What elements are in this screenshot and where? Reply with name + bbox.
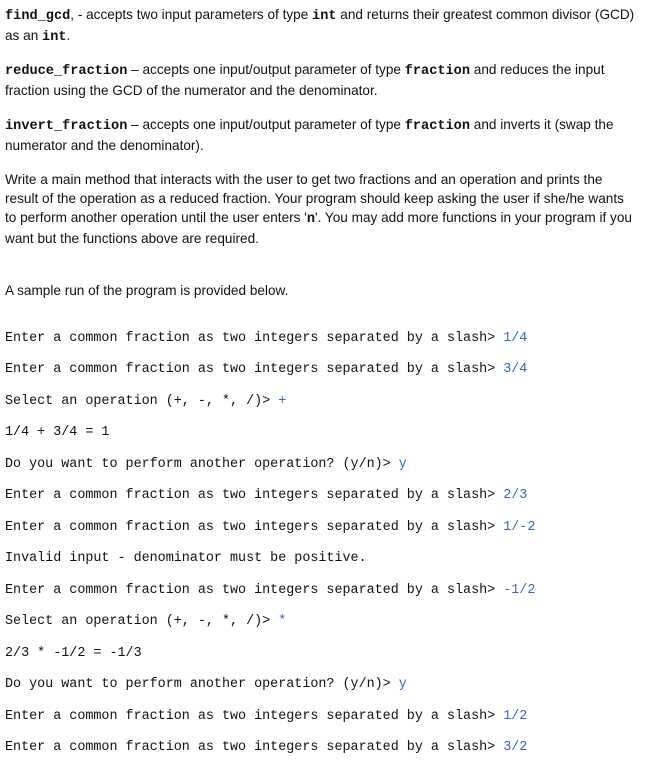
function-name: reduce_fraction [5, 64, 128, 79]
console-line [5, 394, 286, 410]
description-text: and reduces the input fraction using the GCD of the numerator and the denominator. [5, 62, 605, 98]
console-user-input: y [398, 677, 407, 692]
console-prompt: Do you want to perform another operation? (y/n)> [5, 457, 399, 472]
console-user-input: + [278, 394, 287, 409]
main-method-instructions [5, 170, 635, 248]
console-line [5, 709, 527, 725]
description-text: , - accepts two input parameters of type [70, 7, 313, 22]
console-user-input: y [398, 457, 407, 472]
console-prompt: Enter a common fraction as two integers separated by a slash> [5, 740, 504, 755]
console-line [5, 677, 407, 693]
console-line [5, 614, 286, 630]
console-prompt: Do you want to perform another operation? (y/n)> [5, 677, 399, 692]
find-gcd-description [5, 5, 635, 47]
console-line [5, 362, 527, 378]
console-user-input: 2/3 [503, 488, 528, 503]
console-prompt: Select an operation (+, -, *, /)> [5, 394, 279, 409]
type-name: fraction [404, 64, 470, 79]
console-user-input: * [278, 614, 287, 629]
description-text: . [66, 28, 71, 43]
console-prompt: Enter a common fraction as two integers separated by a slash> [5, 520, 504, 535]
description-text: and inverts it (swap the numerator and the denominator). [5, 117, 614, 153]
instructions-text: '. You may add more functions in your program if you want but the functions above are required. [5, 210, 632, 246]
console-user-input: 1/2 [503, 709, 528, 724]
console-line [5, 551, 367, 567]
console-prompt: Enter a common fraction as two integers separated by a slash> [5, 709, 504, 724]
function-name: find_gcd [5, 9, 71, 24]
instructions-text: Write a main method that interacts with the user to get two fractions and an operation and prints the result of the operation as a reduced fraction. Your program should keep asking the user if she/he wants to perform another operation until the user enters ' [5, 172, 624, 225]
description-text: – accepts one input/output parameter of type [127, 117, 405, 132]
function-name: invert_fraction [5, 119, 128, 134]
console-prompt: Select an operation (+, -, *, /)> [5, 614, 279, 629]
exit-key: n [306, 212, 316, 227]
console-line [5, 520, 535, 536]
console-line [5, 457, 407, 473]
console-user-input: 3/4 [503, 362, 528, 377]
console-line [5, 331, 527, 347]
console-line [5, 425, 109, 441]
sample-run-intro: A sample run of the program is provided below. [5, 283, 289, 298]
console-line [5, 740, 527, 756]
invert-fraction-description [5, 115, 635, 155]
console-output: 2/3 * -1/2 = -1/3 [5, 646, 142, 661]
console-error-message: Invalid input - denominator must be positive. [5, 551, 367, 566]
console-output: 1/4 + 3/4 = 1 [5, 425, 110, 440]
console-user-input: 3/2 [503, 740, 528, 755]
description-text: – accepts one input/output parameter of type [127, 62, 405, 77]
reduce-fraction-description [5, 60, 635, 100]
console-line [5, 488, 527, 504]
type-name: fraction [404, 119, 470, 134]
console-user-input: 1/4 [503, 331, 528, 346]
console-user-input: 1/-2 [503, 520, 536, 535]
console-line [5, 583, 535, 599]
console-prompt: Enter a common fraction as two integers separated by a slash> [5, 362, 504, 377]
console-line [5, 646, 142, 662]
type-name: int [42, 30, 67, 45]
type-name: int [312, 9, 337, 24]
console-prompt: Enter a common fraction as two integers separated by a slash> [5, 583, 504, 598]
console-prompt: Enter a common fraction as two integers separated by a slash> [5, 488, 504, 503]
console-user-input: -1/2 [503, 583, 536, 598]
console-prompt: Enter a common fraction as two integers separated by a slash> [5, 331, 504, 346]
description-text: and returns their greatest common divisor (GCD) as an [5, 7, 635, 43]
